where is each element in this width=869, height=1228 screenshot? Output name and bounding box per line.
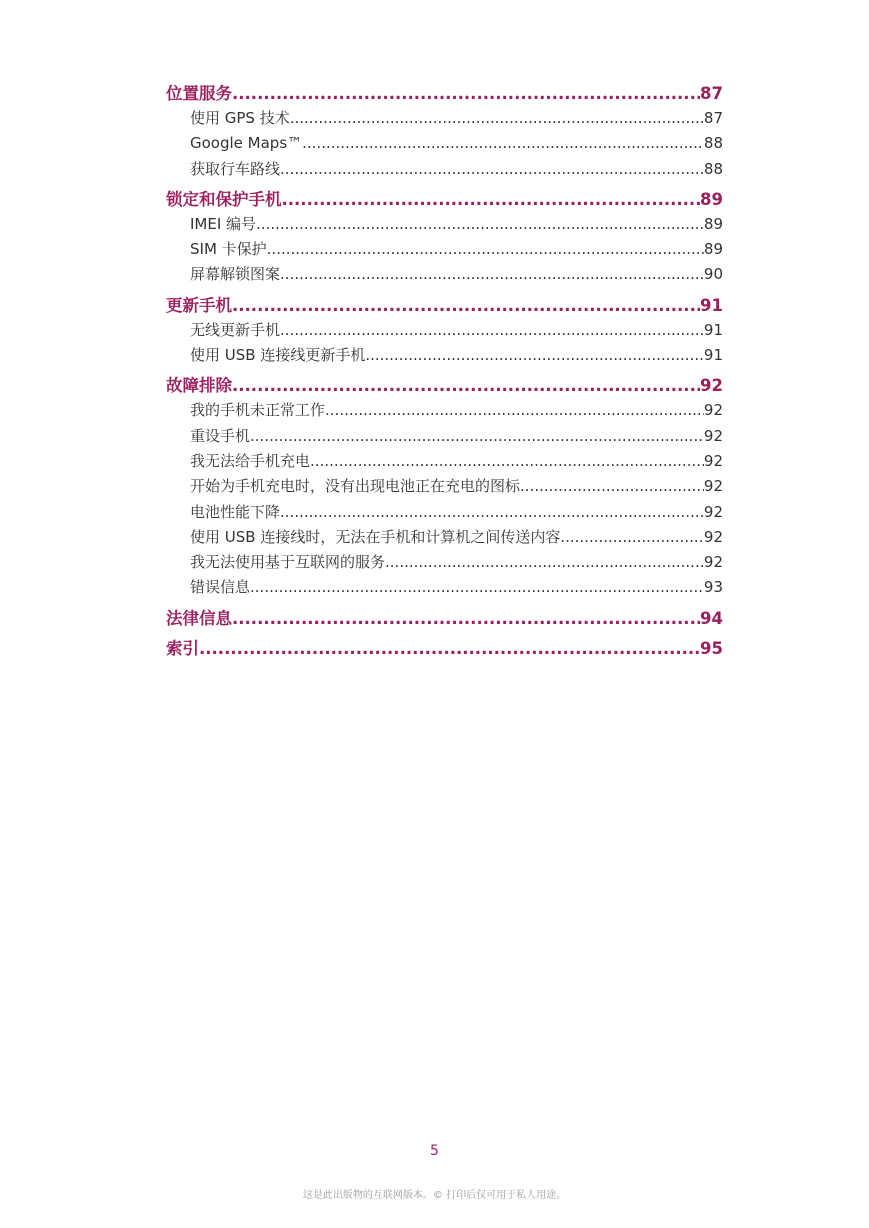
toc-page-number: 88 [703, 134, 723, 153]
dot-leader [325, 398, 704, 423]
toc-page-number: 92 [703, 426, 723, 445]
toc-section-title: IMEI 编号 [190, 214, 257, 233]
toc-page-number: 92 [703, 502, 723, 521]
dot-leader [199, 637, 700, 661]
toc-chapter-title: 索引 [166, 638, 199, 658]
dot-leader [250, 575, 704, 600]
dot-leader [232, 607, 700, 631]
table-of-contents [166, 82, 723, 661]
dot-leader [280, 500, 704, 525]
toc-section[interactable] [166, 424, 723, 449]
dot-leader [267, 237, 704, 262]
toc-chapter-title: 更新手机 [166, 295, 232, 315]
toc-section[interactable] [166, 550, 723, 575]
toc-page-number: 93 [703, 578, 723, 597]
dot-leader [290, 106, 704, 131]
toc-section-title: 无线更新手机 [190, 320, 281, 339]
toc-page-number: 92 [700, 376, 723, 396]
toc-page-number: 95 [700, 638, 723, 658]
toc-section-title: 开始为手机充电时，没有出现电池正在充电的图标 [190, 477, 521, 496]
toc-page-number: 91 [700, 295, 723, 315]
toc-page-number: 87 [700, 84, 723, 103]
toc-section[interactable] [166, 500, 723, 525]
toc-section[interactable] [166, 106, 723, 131]
toc-section[interactable] [166, 131, 723, 156]
toc-chapter[interactable] [166, 294, 723, 318]
dot-leader [520, 474, 704, 499]
toc-section-title: 获取行车路线 [190, 159, 281, 178]
dot-leader [232, 294, 700, 318]
dot-leader [280, 262, 704, 287]
toc-page-number: 88 [703, 159, 723, 178]
dot-leader [232, 374, 700, 398]
toc-section-title: 我无法使用基于互联网的服务 [190, 553, 386, 572]
toc-chapter[interactable] [166, 637, 723, 661]
toc-page-number: 90 [703, 265, 723, 284]
toc-section[interactable] [166, 398, 723, 423]
toc-page-number: 92 [703, 451, 723, 470]
page-number: 5 [430, 1143, 439, 1159]
toc-section-title: 电池性能下降 [190, 502, 281, 521]
dot-leader [250, 424, 704, 449]
dot-leader [560, 525, 704, 550]
dot-leader [280, 318, 704, 343]
toc-chapter[interactable] [166, 374, 723, 398]
toc-section-title: 使用 USB 连接线时，无法在手机和计算机之间传送内容 [190, 527, 561, 546]
toc-section[interactable] [166, 212, 723, 237]
toc-section[interactable] [166, 237, 723, 262]
dot-leader [310, 449, 704, 474]
toc-chapter[interactable] [166, 82, 723, 106]
toc-page-number: 89 [703, 240, 723, 259]
toc-section[interactable] [166, 157, 723, 182]
toc-page-number: 91 [703, 346, 723, 365]
toc-page-number: 92 [703, 527, 723, 546]
toc-section[interactable] [166, 343, 723, 368]
toc-page-number: 94 [700, 608, 723, 628]
toc-section-title: 使用 USB 连接线更新手机 [190, 346, 366, 365]
toc-page-number: 89 [700, 189, 723, 209]
toc-page-number: 87 [703, 109, 723, 127]
toc-section-title: Google Maps™ [190, 134, 303, 153]
dot-leader [365, 343, 704, 368]
toc-section[interactable] [166, 525, 723, 550]
toc-section[interactable] [166, 474, 723, 499]
toc-chapter[interactable] [166, 188, 723, 212]
toc-section-title: 屏幕解锁图案 [190, 265, 281, 284]
toc-section-title: 我的手机未正常工作 [190, 401, 326, 420]
toc-section-title: 错误信息 [190, 578, 251, 597]
toc-section[interactable] [166, 262, 723, 287]
toc-page-number: 89 [703, 214, 723, 233]
dot-leader [232, 82, 700, 106]
dot-leader [280, 157, 704, 182]
toc-chapter-title: 故障排除 [166, 376, 232, 396]
toc-section-title: 我无法给手机充电 [190, 451, 311, 470]
dot-leader [302, 131, 704, 156]
toc-section-title: 使用 GPS 技术 [190, 109, 290, 127]
toc-chapter[interactable] [166, 607, 723, 631]
toc-page-number: 91 [703, 320, 723, 339]
footer-note: 这是此出版物的互联网版本。© 打印后仅可用于私人用途。 [302, 1190, 567, 1201]
toc-chapter-title: 法律信息 [166, 608, 232, 628]
toc-page-number: 92 [703, 401, 723, 420]
dot-leader [282, 188, 701, 212]
toc-chapter-title: 锁定和保护手机 [166, 189, 282, 209]
toc-section[interactable] [166, 318, 723, 343]
toc-chapter-title: 位置服务 [166, 84, 232, 103]
dot-leader [385, 550, 704, 575]
toc-section[interactable] [166, 575, 723, 600]
dot-leader [256, 212, 704, 237]
toc-page-number: 92 [703, 477, 723, 496]
toc-section-title: 重设手机 [190, 426, 251, 445]
toc-section-title: SIM 卡保护 [190, 240, 267, 259]
toc-page-number: 92 [703, 553, 723, 572]
toc-section[interactable] [166, 449, 723, 474]
